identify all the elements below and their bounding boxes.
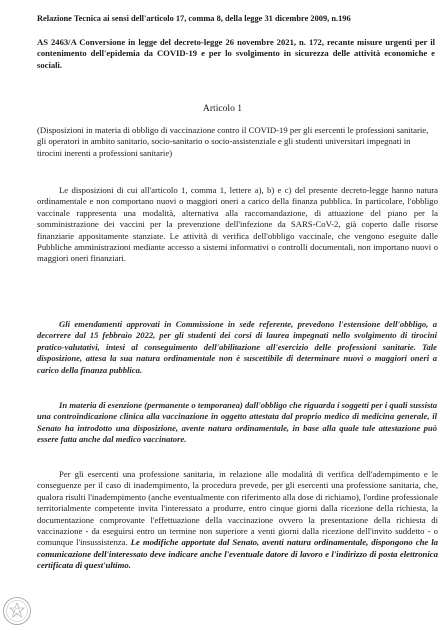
- paragraph-esenzione: In materia di esenzione (permanente o temporanea) dall'obbligo che riguarda i soggetti per i quali sussista una controindicazione clinica alla vaccinazione in oggetto attestata dal proprio medico di medicina generale, il Senato ha introdotto una disposizione, avente natura ordinamentale, in base alla quale tale attestazione può essere fatta anche dal medico vaccinatore.: [37, 400, 437, 445]
- article-heading: Articolo 1: [202, 103, 243, 114]
- paragraph-verifica-text: Per gli esercenti una professione sanitaria, in relazione alle modalità di verifica dell'adempimento e le conseguenze per il caso di inadempimento, la procedura prevede, per gli esercenti una professione sanitaria, che, qualora risulti l'inadempimento (anche eventualmente con riferimento alla dose di richiamo), l'ordine professionale territorialmente competente invita l'interessato a produrre, entro cinque giorni dalla ricezione della richiesta, la documentazione comprovante l'effettuazione della vaccinazione ovvero la presentazione della richiesta di vaccinazione - da eseguirsi entro un termine non superiore a venti giorni dalla ricezione dell'invito suddetto - o comunque l'insussistenza.: [37, 469, 438, 548]
- bill-title: AS 2463/A Conversione in legge del decreto-legge 26 novembre 2021, n. 172, recante misure urgenti per il contenimento dell'epidemia da COVID-19 e per lo svolgimento in sicurezza delle attività economiche e sociali.: [37, 37, 435, 70]
- official-seal-stamp-icon: [2, 596, 32, 626]
- paragraph-verifica: [37, 469, 438, 572]
- paragraph-emendamenti: Gli emendamenti approvati in Commissione in sede referente, prevedono l'estensione dell'obbligo, a decorrere dal 15 febbraio 2022, per gli studenti dei corsi di laurea impegnati nello svolgimento di tirocini pratico-valutativi, intesi al conseguimento dell'abilitazione all'esercizio delle professioni sanitarie. Tale disposizione, attesa la sua natura ordinamentale non è suscettibile di determinare nuovi o maggiori oneri a carico della finanza pubblica.: [37, 319, 437, 375]
- report-header: Relazione Tecnica ai sensi dell'articolo 17, comma 8, della legge 31 dicembre 2009, n.196: [37, 14, 351, 23]
- article-subtitle: (Disposizioni in materia di obbligo di vaccinazione contro il COVID-19 per gli esercenti le professioni sanitarie, gli operatori in ambito sanitario, socio-sanitario o socio-assistenziale e gli studenti universitari impegnati in tirocini inerenti a professioni sanitarie): [37, 125, 429, 158]
- paragraph-verifica-emphasis: Le modifiche apportate dal Senato, aventi natura ordinamentale, dispongono che la comunicazione dell'interessato deve indicare anche l'eventuale datore di lavoro e l'indirizzo di posta elettronica certificata di quest'ultimo.: [37, 537, 439, 571]
- paragraph-ordinamentale: Le disposizioni di cui all'articolo 1, comma 1, lettere a), b) e c) del presente decreto-legge hanno natura ordinamentale e non comportano nuovi o maggiori oneri a carico della finanza pubblica. In particolare, l'obbligo vaccinale rappresenta una modalità, alternativa alla raccomandazione, di attuazione del piano per la somministrazione dei vaccini per la prevenzione dell'infezione da SARS-CoV-2, già coperto dalle risorse finanziarie appositamente stanziate. Le attività di verifica dell'obbligo vaccinale, che vengono eseguite dalle Pubbliche amministrazioni mediante accesso a sistemi informativi o controlli documentali, non importano nuovi o maggiori oneri finanziari.: [37, 185, 438, 264]
